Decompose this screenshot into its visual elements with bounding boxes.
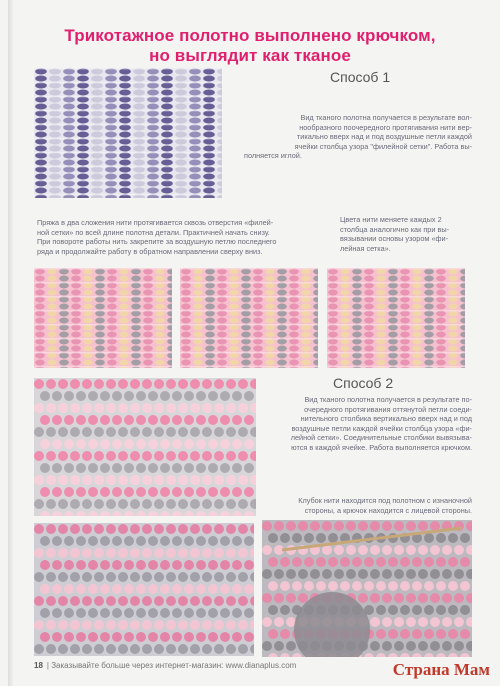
- photo-pink-grey-weave-image: [34, 523, 254, 656]
- text-line: очередного протягивания оттянутой петли соеди-: [304, 404, 472, 414]
- color-change-note: [340, 215, 475, 253]
- text-line: Цвета нити меняете каждых 2: [340, 215, 442, 224]
- photo-step-1-image: [34, 268, 172, 368]
- photo-purple-weave: [34, 68, 222, 198]
- text-line: Вид тканого полотна получается в результате по-: [304, 395, 472, 404]
- text-line: Пряжа в два сложения нити протягивается сквозь отверстия «филей-: [37, 218, 274, 227]
- method1-description: [232, 113, 472, 161]
- method1-instructions: [37, 218, 307, 256]
- footer-shop-link[interactable]: | Заказывайте больше через интернет-магазин: www.dianaplus.com: [46, 661, 297, 670]
- text-line: Вид тканого полотна получается в результате вол-: [300, 113, 472, 122]
- method2-description: [262, 395, 472, 453]
- text-line: При повороте работы нить закрепите за воздушную петлю последнего: [37, 237, 277, 247]
- text-line: воздушные петли каждой ячейки столбца узора «фи-: [291, 423, 472, 433]
- page-footer: [34, 661, 296, 670]
- page-number: 18: [34, 661, 43, 670]
- text-line: нительного столбика вертикально вверх над и под: [300, 414, 472, 424]
- photo-pink-weave-image: [34, 378, 256, 516]
- photo-purple-weave-image: [34, 68, 222, 198]
- text-line: ной сетки» по всей длине полотна детали. Практичней начать снизу.: [37, 227, 270, 237]
- page-title-line2: но выглядит как тканое: [149, 46, 351, 65]
- text-line: вязывании основы узором «фи-: [340, 234, 449, 244]
- text-line: ячейки столбца узора "филейной сетки". Работа вы-: [294, 141, 472, 151]
- text-line: нообразного поочередного протягивания нити вер-: [299, 122, 472, 132]
- yarn-ball-note: [262, 496, 472, 515]
- photo-step-3: [327, 268, 465, 368]
- text-line: лейной сетки». Соединительные столбики вывязыва-: [290, 433, 472, 443]
- photo-step-3-image: [327, 268, 465, 368]
- text-line: лейная сетка».: [340, 243, 391, 253]
- text-line: ряда и продолжайте работу в обратном направлении сверху вниз.: [37, 246, 263, 256]
- photo-crochet-hook-process: [262, 520, 472, 657]
- text-line: тикально вверх над и под воздушные петли каждой: [296, 132, 472, 142]
- text-line: ются в каждой ячейке. Работа выполняется крючком.: [291, 442, 472, 452]
- binding-edge: [8, 0, 14, 686]
- photo-pink-weave: [34, 378, 256, 516]
- page-title-line1: Трикотажное полотно выполнено крючком,: [64, 26, 436, 45]
- photo-step-1: [34, 268, 172, 368]
- text-line: полняется иглой.: [244, 151, 302, 161]
- text-line: Клубок нити находится под полотном с изнаночной: [298, 496, 472, 505]
- photo-step-2-image: [180, 268, 318, 368]
- text-line: стороны, а крючок находится с лицевой стороны.: [304, 505, 472, 515]
- photo-pink-grey-weave: [34, 523, 254, 656]
- method2-heading: Способ 2: [333, 375, 394, 391]
- text-line: столбца аналогично как при вы-: [340, 224, 450, 234]
- photo-step-2: [180, 268, 318, 368]
- method1-heading: Способ 1: [330, 69, 391, 85]
- site-watermark: Страна Мам: [392, 660, 490, 679]
- photo-crochet-hook-process-image: [262, 520, 472, 657]
